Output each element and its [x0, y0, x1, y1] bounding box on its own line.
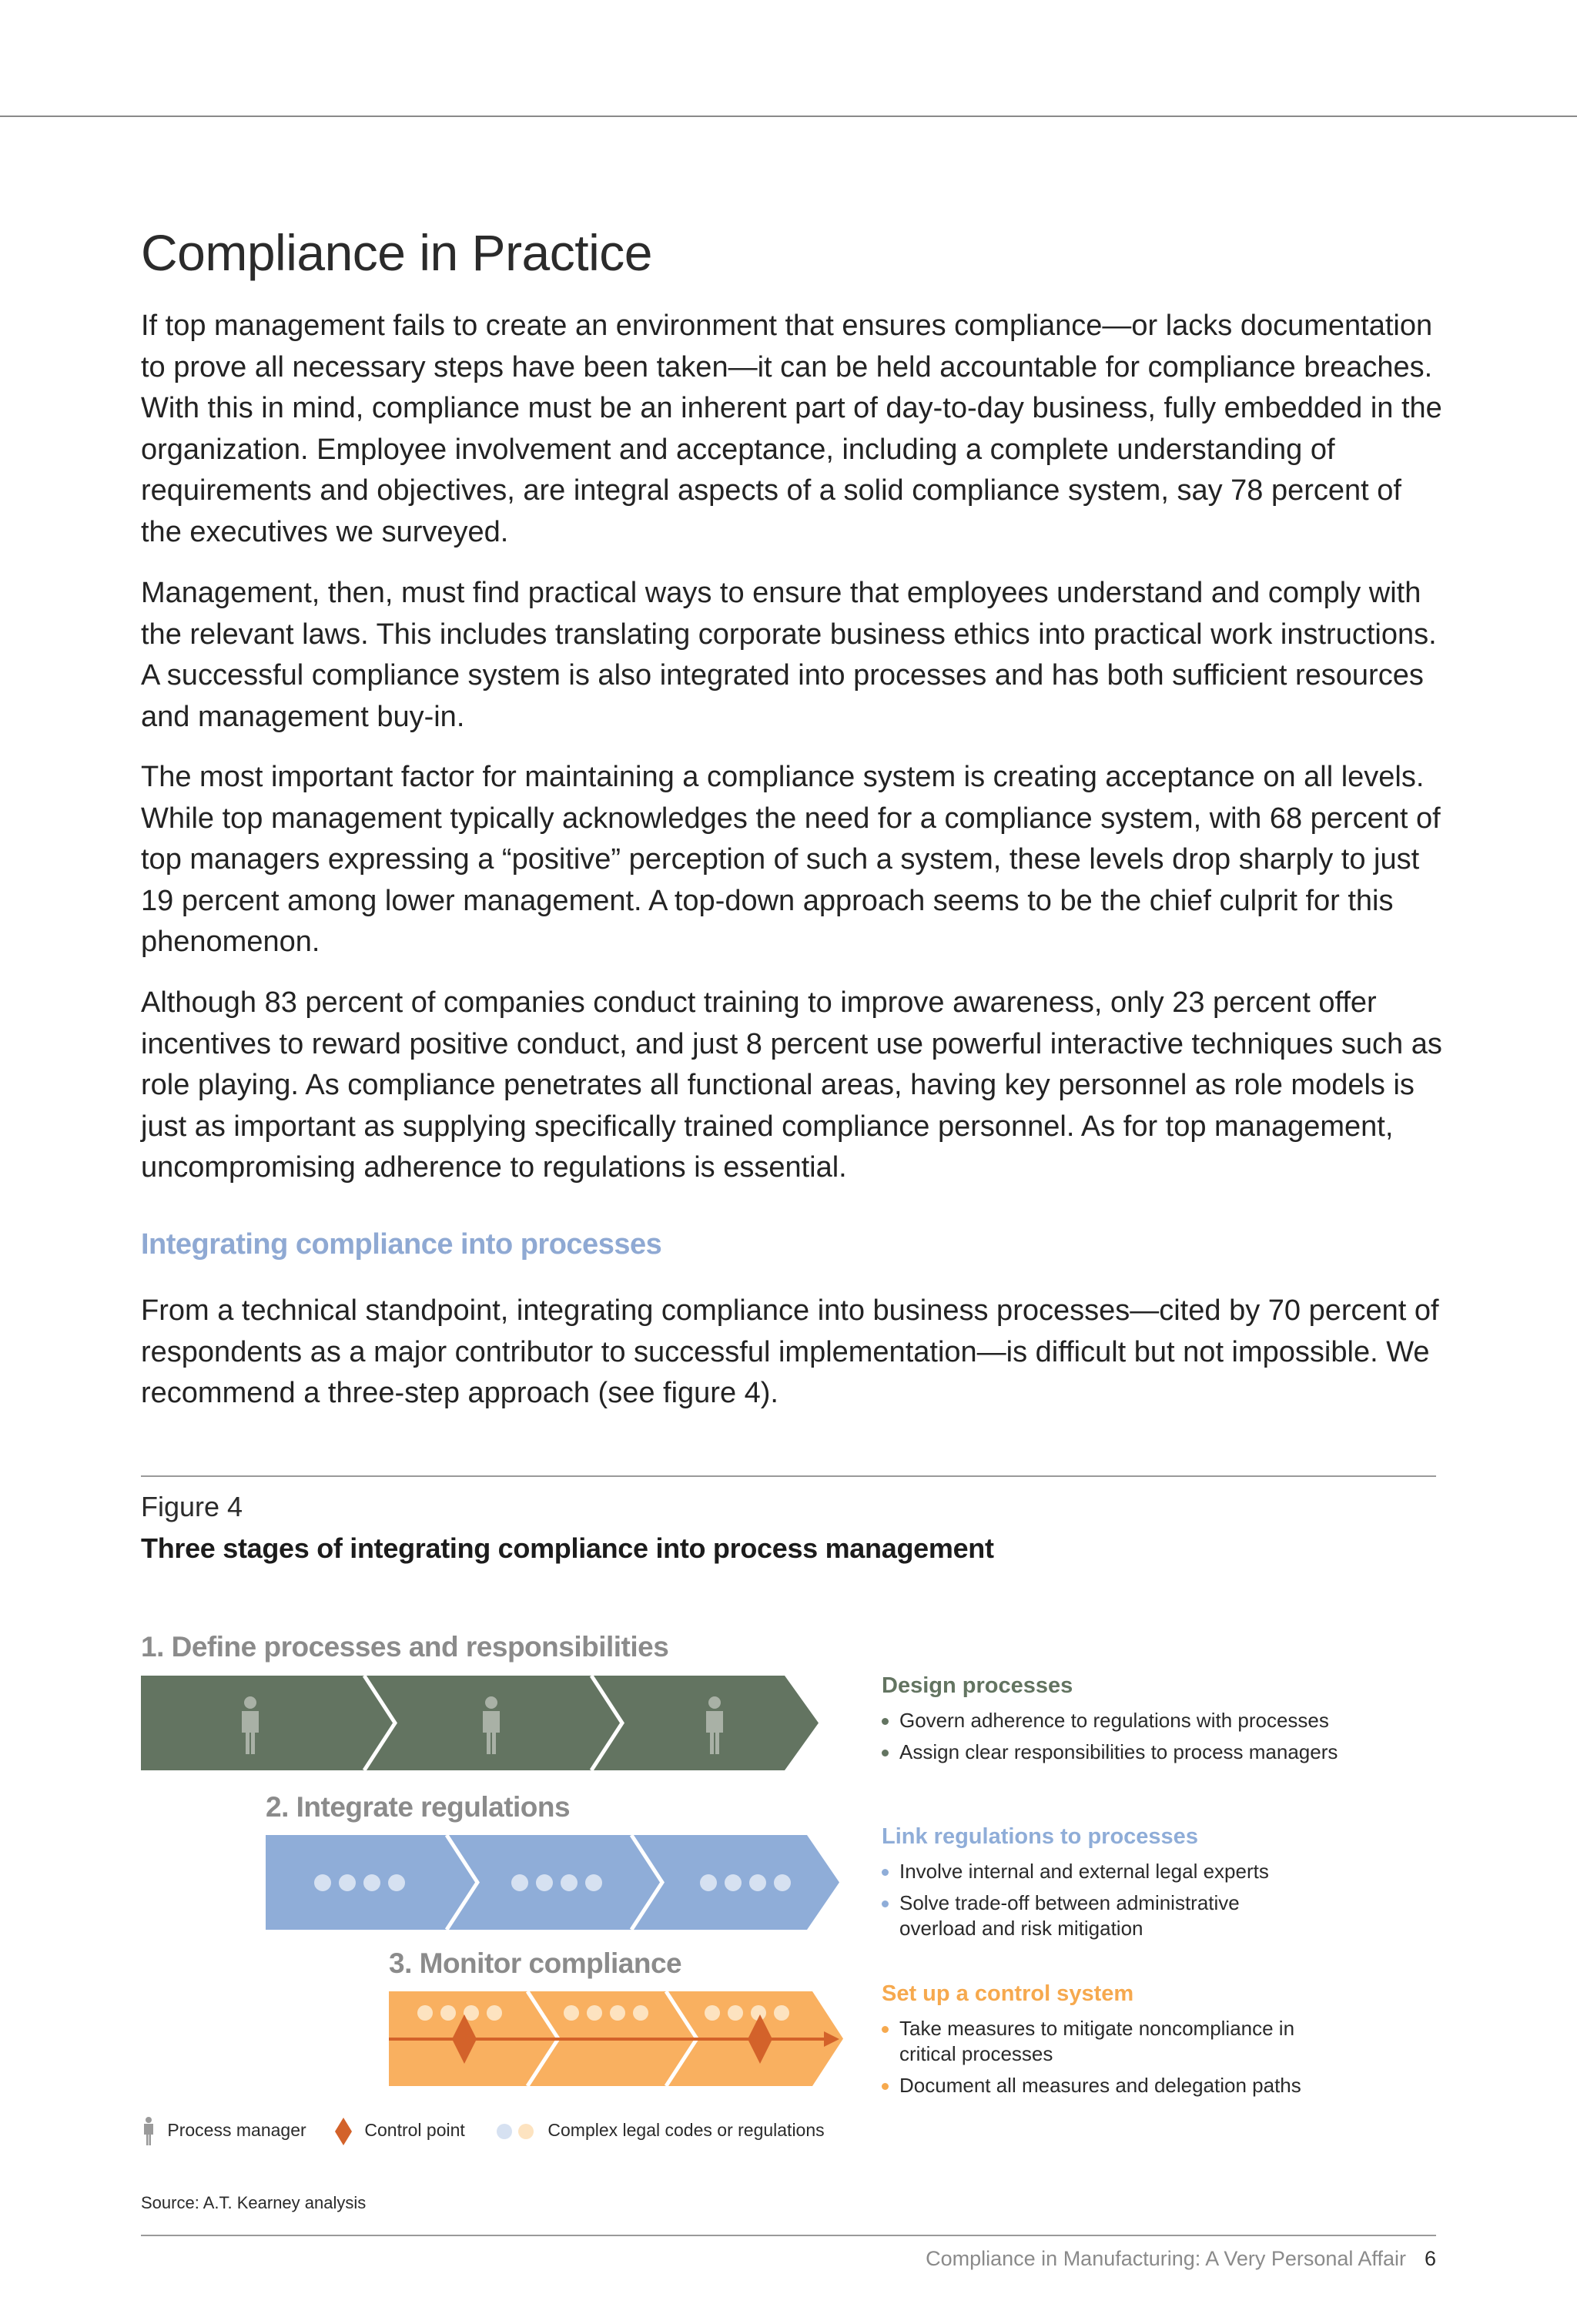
- legend-control-point: Control point: [333, 2116, 465, 2147]
- stage-2-bullets: [882, 1859, 1436, 1947]
- figure-source: Source: A.T. Kearney analysis: [141, 2193, 367, 2212]
- header-rule: [0, 116, 1577, 117]
- list-item: Assign clear responsibilities to process managers: [882, 1740, 1436, 1765]
- paragraph-4: Although 83 percent of companies conduct training to improve awareness, only 23 percent offer incentives to reward positive conduct, and just 8 percent use powerful interactive techniques such as role playing. As compliance penetrates all functional areas, having key personnel as role models is just as important as supplying specifically trained compliance personnel. As for top management, uncompromising adherence to regulations is essential.: [141, 986, 1442, 1184]
- stage-3-side-heading: Set up a control system: [882, 1981, 1134, 2006]
- dots-icon: [495, 2116, 538, 2147]
- figure-label: Figure 4: [141, 1491, 243, 1522]
- stage-2-side-heading: Link regulations to processes: [882, 1824, 1198, 1849]
- figure-title: Three stages of integrating compliance into process management: [141, 1532, 994, 1564]
- paragraph-2: Management, then, must find practical ways to ensure that employees understand and comply with the relevant laws. This includes translating corporate business ethics into practical work instructions. A successful compliance system is also integrated into processes and has both sufficient resources and management buy-in.: [141, 577, 1437, 733]
- stage-1-bullets: [882, 1708, 1436, 1771]
- list-item: Govern adherence to regulations with processes: [882, 1708, 1436, 1733]
- list-item: Solve trade-off between administrative overload and risk mitigation: [882, 1890, 1300, 1941]
- legend-legal-codes: Complex legal codes or regulations: [495, 2116, 825, 2147]
- list-item: Document all measures and delegation paths: [882, 2073, 1436, 2098]
- list-item: Involve internal and external legal experts: [882, 1859, 1436, 1884]
- stage-1-chevron-3: [591, 1676, 819, 1770]
- person-icon: [141, 2116, 156, 2147]
- stage-1-chevrons: [141, 1676, 819, 1770]
- paragraph-1: If top management fails to create an environment that ensures compliance—or lacks documentation to prove all necessary steps have been taken—it can be held accountable for compliance breaches. With this in mind, compliance must be an inherent part of day-to-day business, fully embedded in the organization. Employee involvement and acceptance, including a complete understanding of requirements and objectives, are integral aspects of a solid compliance system, say 78 percent of the executives we surveyed.: [141, 310, 1442, 548]
- stage-2-title: 2. Integrate regulations: [266, 1791, 571, 1823]
- stage-3-title: 3. Monitor compliance: [389, 1947, 682, 1979]
- page-number: 6: [1424, 2247, 1436, 2270]
- stage-1-side-heading: Design processes: [882, 1673, 1073, 1698]
- paragraph-5: From a technical standpoint, integrating compliance into business processes—cited by 70 percent of respondents as a major contributor to successful implementation—is difficult but not impossible. We recommend a three-step approach (see figure 4).: [141, 1294, 1439, 1409]
- stage-2-chevrons: [266, 1835, 839, 1930]
- section-subheading: Integrating compliance into processes: [141, 1228, 662, 1261]
- stage-1-chevron-1: [141, 1676, 395, 1770]
- page-footer: [926, 2247, 1436, 2271]
- stage-1-title: 1. Define processes and responsibilities: [141, 1631, 669, 1663]
- list-item: Take measures to mitigate noncompliance in critical processes: [882, 2016, 1331, 2067]
- figure-top-rule: [141, 1475, 1436, 1477]
- paragraph-3: The most important factor for maintaining a compliance system is creating acceptance on all levels. While top management typically acknowledges the need for a compliance system, with 68 percent of top managers expressing a “positive” perception of such a system, these levels drop sharply to just 19 percent among lower management. A top-down approach seems to be the chief culprit for this phenomenon.: [141, 761, 1441, 958]
- footer-rule: [141, 2235, 1436, 2236]
- diamond-icon: [333, 2116, 353, 2147]
- legend-process-manager: Process manager: [141, 2116, 306, 2147]
- stage-3-bullets: [882, 2016, 1436, 2105]
- stage-3-chevrons: [389, 1991, 843, 2086]
- page-title: Compliance in Practice: [141, 224, 652, 281]
- footer-title: Compliance in Manufacturing: A Very Personal Affair: [926, 2247, 1406, 2270]
